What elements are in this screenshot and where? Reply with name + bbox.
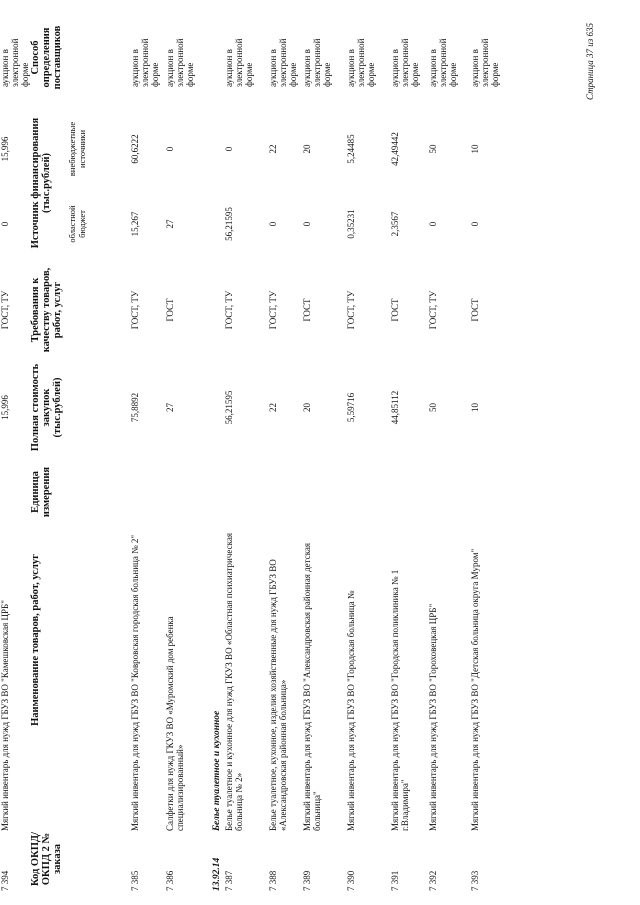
row-code: 7 386 [165, 870, 175, 891]
header-requirements: Требования к качеству товаров, работ, услуг [30, 267, 63, 353]
row-code: 7 388 [268, 870, 278, 891]
row-requirements: ГОСТ, ТУ [130, 290, 140, 330]
row-total: 22 [268, 403, 278, 412]
row-name: Мягкий инвентарь для нужд ГБУЗ ВО "Гороховецкая ЦРБ" [428, 603, 438, 831]
row-regional: 0 [302, 221, 312, 227]
row-name: Мягкий инвентарь для нужд ГБУЗ ВО "Александровская районная детская больница" [302, 542, 322, 831]
row-extra: 20 [302, 144, 312, 154]
header-name: Наименование товаров, работ, услуг [30, 554, 41, 726]
row-code: 7 391 [390, 870, 400, 891]
row-requirements: ГОСТ [470, 298, 480, 322]
row-code: 7 393 [470, 870, 480, 891]
row-extra: 15,996 [0, 136, 10, 162]
row-total: 10 [470, 403, 480, 412]
header-method: Способ определения поставщиков [30, 25, 63, 90]
row-extra: 50 [428, 144, 438, 154]
row-requirements: ГОСТ, ТУ [268, 290, 278, 330]
row-method: аукцион в электронной форме [346, 38, 376, 87]
row-extra: 0 [224, 146, 234, 152]
row-code: 7 394 [0, 870, 10, 891]
row-regional: 0 [428, 221, 438, 227]
group-code: 13.92.14 [212, 857, 222, 891]
row-method: аукцион в электронной форме [0, 38, 30, 87]
row-total: 75,8892 [130, 392, 140, 423]
row-method: аукцион в электронной форме [130, 38, 160, 87]
row-total: 56,21595 [224, 390, 234, 425]
row-total: 15,996 [0, 395, 10, 420]
row-code: 7 390 [346, 870, 356, 891]
row-name: Белье туалетное и кухонное для нужд ГКУЗ ВО «Областная психиатрическая больница № 2» [224, 533, 244, 831]
header-total: Полная стоимость закупок (тыс.рублей) [30, 363, 63, 452]
row-total: 27 [165, 403, 175, 412]
row-extra: 0 [165, 146, 175, 152]
header-source-regional: областной бюджет [67, 205, 87, 243]
row-code: 7 392 [428, 870, 438, 891]
row-extra: 60,6222 [130, 134, 140, 164]
header-source: Источник финансирования (тыс.рублей) [30, 117, 52, 249]
row-code: 7 389 [302, 870, 312, 891]
row-name: Мягкий инвентарь для нужд ГБУЗ ВО "Детская больница округа Муром" [470, 548, 480, 831]
row-regional: 0 [470, 221, 480, 227]
header-code: Код ОКПД/ ОКПД 2 № заказа [30, 831, 63, 887]
row-name: Мягкий инвентарь для нужд ГБУЗ ВО "Ковровская городская больница № 2" [130, 534, 140, 831]
row-code: 7 385 [130, 870, 140, 891]
header-source-extra: внебюджетные источники [67, 121, 87, 177]
row-name: Мягкий инвентарь для нужд ГБУЗ ВО "Городская больница № [346, 590, 356, 831]
row-regional: 2,3567 [390, 211, 400, 237]
row-regional: 27 [165, 219, 175, 229]
row-total: 20 [302, 403, 312, 412]
row-regional: 0,35231 [346, 209, 356, 239]
row-method: аукцион в электронной форме [268, 38, 298, 87]
row-requirements: ГОСТ, ТУ [224, 290, 234, 330]
row-regional: 0 [268, 221, 278, 227]
page-footer: Страница 37 из 635 [585, 23, 595, 100]
row-method: аукцион в электронной форме [224, 38, 254, 87]
header-unit: Единица измерения [30, 466, 52, 518]
row-extra: 5,24485 [346, 134, 356, 164]
row-regional: 56,21595 [224, 207, 234, 241]
row-method: аукцион в электронной форме [302, 38, 332, 87]
row-requirements: ГОСТ [302, 298, 312, 322]
row-requirements: ГОСТ, ТУ [0, 290, 10, 330]
row-extra: 42,49442 [390, 132, 400, 166]
row-requirements: ГОСТ [390, 298, 400, 322]
row-name: Мягкий инвентарь для нужд ГБУЗ ВО "Камешковская ЦРБ" [0, 600, 10, 831]
row-requirements: ГОСТ, ТУ [346, 290, 356, 330]
row-method: аукцион в электронной форме [470, 38, 500, 87]
row-name: Белье туалетное, кухонное, изделия хозяйственные для нужд ГБУЗ ВО «Александровская районная больница» [268, 559, 288, 831]
row-total: 44,85112 [390, 390, 400, 425]
row-total: 50 [428, 403, 438, 412]
row-name: Мягкий инвентарь для нужд ГБУЗ ВО "Городская поликлиника № 1 г.Владимира" [390, 569, 410, 831]
row-method: аукцион в электронной форме [390, 38, 420, 87]
row-requirements: ГОСТ, ТУ [428, 290, 438, 330]
row-regional: 0 [0, 221, 10, 227]
row-total: 5,59716 [346, 392, 356, 423]
group-name: Белье туалетное и кухонное [212, 710, 222, 831]
row-extra: 22 [268, 144, 278, 154]
row-regional: 15,267 [130, 211, 140, 237]
row-method: аукцион в электронной форме [428, 38, 458, 87]
row-extra: 10 [470, 144, 480, 154]
row-method: аукцион в электронной форме [165, 38, 195, 87]
row-requirements: ГОСТ [165, 298, 175, 322]
row-code: 7 387 [224, 870, 234, 891]
row-name: Салфетки для нужд ГКУЗ ВО «Муромский дом ребенка специализированный» [165, 616, 185, 831]
